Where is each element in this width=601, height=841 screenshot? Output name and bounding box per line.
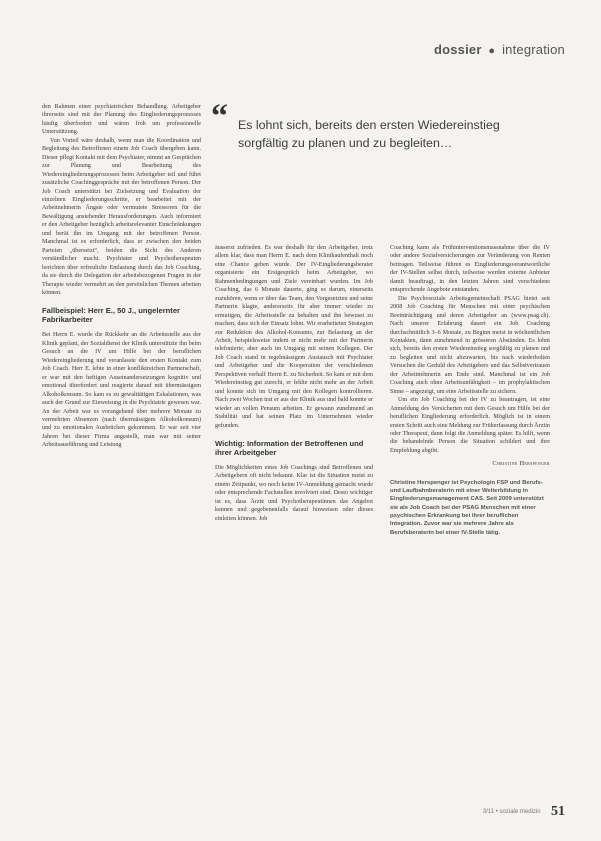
- pull-quote: [211, 98, 551, 152]
- paragraph: äusserst zufrieden. Es war deshalb für den Arbeitgeber, trotz allem klar, dass man Herrn E. nach dem Klinikaufenthalt noch eine Chance geben wurde. Der IV-Eingliederungsberater organisierte ein Erstgespräch beim Arbeitgeber, wo Rahmenbedingungen und Ziele vereinbart wurden. Im Job Coaching, das 6 Monate dauerte, ging es darum, einerseits zuzuhören, wenn er über das Team, den Vorgesetzten und seine Partnerin klagte, andererseits für aber immer wieder zu ermutigen, die Arbeitsstelle zu behalten und ihn bewusst zu machen, dass sich der Einsatz lohnt. Wir erarbeiteten Strategien zur Reduktion des Alkohol-Konsums, zur Belastung an der Arbeit, beispielsweise indem er nicht mehr mit der Partnerin telefonierte, aber auch im Umgang mit seinen Kollegen. Der Job Coach stand in regelmässigem Austausch mit Psychiater und Arbeitgeber und die Kooperation der verschiedenen Perspektiven verhalf Herrn E. zu Sicherheit. So kam er mit dem Wiedereinstieg gut zurecht, er fehlte nicht mehr an der Arbeit und konnte sich im Umgang mit den Kollegen kontrollieren. Nach zwei Wochen trat er aus der Klinik aus und bald konnte er wieder an vollen Pensum arbeiten. Er gewann zunehmend an Stabilität und hat seinen Platz im Unternehmen wieder gefunden.: [215, 245, 373, 429]
- text-column-1: [42, 103, 201, 450]
- text-column-3: [390, 244, 550, 537]
- quote-mark-icon: “: [211, 98, 228, 135]
- subheading-case-study: Fallbeispiel: Herr E., 50 J., ungelernter Fabrikarbeiter: [42, 306, 181, 325]
- bullet-separator: ●: [488, 45, 496, 57]
- paragraph: Von Vorteil wäre deshalb, wenn man die Koordination und Begleitung des Betroffenen einem Job Coach übergeben kann. Dieser pflegt Kontakt mit dem Psychiater, nimmt an Gesprächen zur Planung und Bearbeitung des Wiedereingliederungsprozesses beim Arbeitgeber teil und führt zusätzliche Coachinggespräche mit der betroffenen Person. Der Job Coach unterstützt bei Zielsetzung und Evaluation der einzelnen Eingliederungsschritte, er bearbeitet mit der Arbeitnehmerin Ängste oder vermutete Stressoren für die Bewältigung anstehender Herausforderungen. Auch informiert er den Arbeitgeber bezüglich arbeitsrelevanter Einschränkungen und berät ihn im Umgang mit der betroffenen Person. Manchmal ist es erforderlich, dass er zwischen den beiden Parteien „übersetzt“, beiden die Sicht des Anderen verständlicher macht. Psychiater und Psychotherapeuten berichten über erfreuliche Entlastung durch das Job Coaching, da sie durch die Delegation der arbeitsbezogenen Fragen in der Therapie wieder vermehrt an den persönlichen Themen arbeiten können.: [42, 137, 201, 296]
- paragraph: den Rahmen einer psychiatrischen Behandlung. Arbeitgeber ihrerseits sind mit der Planung des Eingliederungsprozesses häufig überfordert und wären froh um professionelle Unterstützung.: [42, 104, 201, 136]
- topic-label: integration: [502, 42, 565, 57]
- paragraph: Coaching kann als Frühinterventionsmassnahme über die IV oder andere Sozialversicherungen zur Veränderung von Renten beitragen. Teilweise führen es Eingliederungsverantwortliche der IV-Stellen selbst durch, teilweise werden externe Anbieter damit beauftragt, in den letzten Jahren sind verschiedene entsprechende Angebote entstanden.: [390, 245, 550, 294]
- page-number: 51: [551, 803, 565, 819]
- text-column-2: [215, 244, 373, 523]
- issue-label: 3/11 • soziale medizin: [482, 808, 541, 815]
- paragraph: Bei Herrn E. wurde die Rückkehr an die Arbeitsstelle aus der Klinik geplant, der Sozialdienst der Klinik unterstützte ihn beim Gesuch an die IV um Hilfe bei der beruflichen Wiedereingliederung und veranlasste den ersten Kontakt zum Job Coach. Herr E. lebte in einer konfliktreichen Partnerschaft, er war mit den heftigen Auseinandersetzungen kognitiv und emotional überfordert und reagierte darauf mit übermässigem Alkoholkonsum. So kam es zu gewalttätigen Eskalationen, was auch der Grund zur Einweisung in die Psychiatrie gewesen war. An der Arbeit war es vorangehend über mehrere Monate zu vermehrten Absenzen (nach übermässigem Alkoholkonsum) und zu emotionalen Ausbrüchen gekommen. Er war seit vier Jahren bei dieser Firma angestellt, man war mit seiner Arbeitsausführung und Leistung: [42, 332, 201, 449]
- paragraph: Die Psychosoziale Arbeitsgemeinschaft PSAG bietet seit 2008 Job Coaching für Menschen mit einer psychischen Beeinträchtigung und deren Arbeitgeber an (www.psag.ch). Nach unserer Erfahrung dauert ein Job Coaching durchschnittlich 3–6 Monate, zu Beginn meist in wöchentlichen Kontakten, dann zunehmend in grösseren Abständen. Es lohnt sich, bereits den ersten Wiedereinstieg sorgfältig zu planen und zu begleiten und nicht abzuwarten, bis nach wiederholten Versuchen die Geduld des Arbeitgebers und das Selbstvertrauen der Arbeitnehmerin am Ende sind. Manchmal ist ein Job Coaching auch ohne Arbeitsunfähigkeit – im prophylaktischen Sinne – angezeigt, um eine Arbeitsstelle zu sichern.: [390, 295, 550, 395]
- author-signature: Christine Herspenger: [492, 460, 550, 468]
- section-label: dossier: [433, 42, 482, 57]
- page-footer: [483, 803, 565, 821]
- section-header: [434, 42, 565, 57]
- paragraph: Um ein Job Coaching bei der IV zu beantragen, ist eine Anmeldung des Versicherten mit dem Gesuch um Hilfe bei der beruflichen Eingliederung erforderlich. Möglich ist in einem ersten Schritt auch eine Meldung zur Früherfassung durch Ärztin oder Therapeut, dann folgt die Anmeldung später. Es hilft, wenn die behandelnde Person die Situation schildert und ihre Empfehlung abgibt.: [390, 397, 550, 454]
- paragraph: Die Möglichkeiten eines Job Coachings sind Betroffenen und Arbeitgebern oft nicht bekannt. Klar ist die Situation meist zu einem Zeitpunkt, wo noch keine IV-Anmeldung gemacht wurde oder entsprechende Fachstellen involviert sind. Desto wichtiger ist es, dass Ärzte und Psychotherapeutinnen das Angebot kennen und gegebenenfalls darauf hinweisen oder dieses einleiten können. Job: [215, 464, 373, 522]
- subheading-information: Wichtig: Information der Betroffenen und ihrer Arbeitgeber: [215, 438, 364, 457]
- author-bio: Christine Herspenger ist Psychologin FSP und Berufs- und Laufbahnberaterin mit einer Weiterbildung in Eingliederungsmanagement CAS. Seit 2009 unterstützt sie als Job Coach bei der PSAG Menschen mit einer psychischen Erkrankung bei ihrer beruflichen Integration. Zuvor war sie mehrere Jahre als Berufsberaterin bei einer IV-Stelle tätig.: [390, 479, 544, 536]
- pull-quote-text: Es lohnt sich, bereits den ersten Wiedereinstieg sorgfältig zu planen und zu begleiten…: [238, 118, 500, 150]
